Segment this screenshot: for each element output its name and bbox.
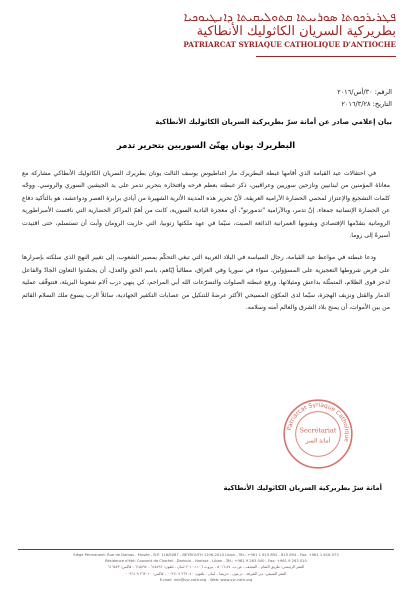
seal-center-arabic: أمانة السر bbox=[305, 438, 331, 445]
footer-address-ar: المقر الرئيسي: طريق الشام - المتحف - ص.ب. ٨٧-٥٠١٦ - بيروت ١١٠٦-٢٠١٠ لبنان - تلفون: ٦١٥٨٩٢ - ٦١٥٨٩٤ - فاكس: ٦١٦٥٧٣ bbox=[107, 565, 305, 570]
footer-summer-residence-fr: Résidence d'été: Couvent de Charfet - Darioun - Harissa - Liban - Tél.: +961 9 263 040 - Fax: +961 9 263 010 bbox=[105, 559, 307, 564]
body-paragraph-2: ودعا غبطته في مواعظ عيد القيامة، رجال السياسة في البلاد الغربية التي تبغي التحكّم بمصير الشعوب، إلى تغيير النهج الذي سلكته بإصرارها على فرض شروطها التعجيزية على المسؤولين، سواء في سوريا وفي العراق، مطالباً إيّاهم، باسم الحق والعدل، أن يجسّدوا التعاون الجادّ والفاعل لدحر قوى الظلام، المتمثّلة بداعش ومثيلاتها. ورفع غبطته الصلوات والتضرّعات الله أبي المراحم، كي ينهي درب آلام شعوبنا البريئة، فتتوقّف عملية الدمار والقتل ونزيف الهجرة، سيّما لدى المكوّن المسيحي الأكثر عرضةً للتنكيل من عصابات التكفير الجهادية، سائلاً الرب يسوع ملك السلام القائم من بين الأموات، أن يمنح بلاد الشرق والعالم أمنه وسلامه. bbox=[22, 254, 390, 312]
letterhead-french: PATRIARCAT SYRIAQUE CATHOLIQUE D'ANTIOCHE bbox=[183, 40, 396, 49]
footer-contact: E-mail: info@syr-cath.org - Web: www.syr-cath.org bbox=[159, 577, 253, 582]
letterhead-rule bbox=[256, 56, 396, 57]
footer bbox=[18, 552, 394, 583]
footer-address-fr: Siège Permanent: Rue de Damas - Musée - B.P. 116/5087 - BEYROUTH 1106-2010 Liban - Tél.: +961 1 615 892 - 615 894 - Fax: +961 1 616 573 bbox=[73, 553, 339, 557]
letterhead-arabic: بطريركية السريان الكاثوليك الأنطاكية bbox=[196, 24, 396, 39]
seal-center-french: Secrétariat bbox=[299, 426, 337, 435]
reference-number: الرقم: ٣٠/أس/٢٠١٦ bbox=[337, 88, 392, 96]
secretariat-seal bbox=[282, 398, 354, 470]
letter-date: التاريخ: ٢٠١٦/٣/٢٨ bbox=[341, 100, 392, 108]
letter-body bbox=[22, 168, 390, 324]
reference-block bbox=[337, 86, 392, 110]
footer-summer-residence-ar: المقر الصيفي: دير الشرفة - درعون - حريصا - لبنان - تلفون: ٢٦٣٠٤٠ ٩ ٠٠٩٦١ - فاكس: ٢٦٣٠١٠ ٩ ٠٠٩٦١ bbox=[125, 571, 287, 576]
letterhead-syriac: ܦܛܪܝܪܟܘܬܐ ܣܘܪܝܝܬܐ ܩܬܘܠܝܩܝܬܐ ܕܐܢܛܝܘܟܝܐ bbox=[183, 10, 396, 24]
statement-title: بيان إعلامي صادر عن أمانة سرّ بطريركية السريان الكاثوليك الأنطاكية bbox=[155, 118, 392, 126]
seal-ring-text: Patriarcat Syriaque Catholique bbox=[286, 402, 350, 443]
letterhead bbox=[136, 10, 396, 50]
body-paragraph-1: في احتفالات عيد القيامة الذي أقامها غبطة البطريرك مار اغناطيوس يوسف الثالث يونان بطريرك السريان الكاثوليك الأنطاكي مشاركة مع معاناة المؤمنين من لبنانيين ونازحين سوريين وعراقيين، ذكر غبطته بعظم فرحه وافتخاره بتحرير تدمر على يد الجيشين السوري والروسي. ووجّه كلمات التشجيع والإعتزاز لمحمي الحضارة الآرامية العريقة، لأنّ تحرير هذه المدينة الأثرية الشهيرة من أيادي برابرة العصر ودواعشه، هو بالتأكيد دفاع عن الحضارة الإنسانية جمعاء. إنّ تدمر، وبالآرامية "تدمورتو"، أي معجزة البادية السورية، كانت من أهمّ المراكز الحضارية التي نافست الأمبراطورية الرومانية بتقدّمها الإقتصادي وبفنونها العمرانية الذائعة الصيت، سيّما في عهد ملكتها زنوبيا، التي حاربت الرومان وأبت أن تستسلم، حتى اقتيدت أسيرةً إلى روما. bbox=[22, 170, 390, 240]
footer-rule bbox=[18, 549, 394, 550]
headline: البطريرك يونان يهنّئ السوريين بتحرير تدمر bbox=[116, 140, 296, 150]
signature-line: أمانة سرّ بطريركية السريان الكاثوليك الأنطاكية bbox=[223, 484, 382, 492]
